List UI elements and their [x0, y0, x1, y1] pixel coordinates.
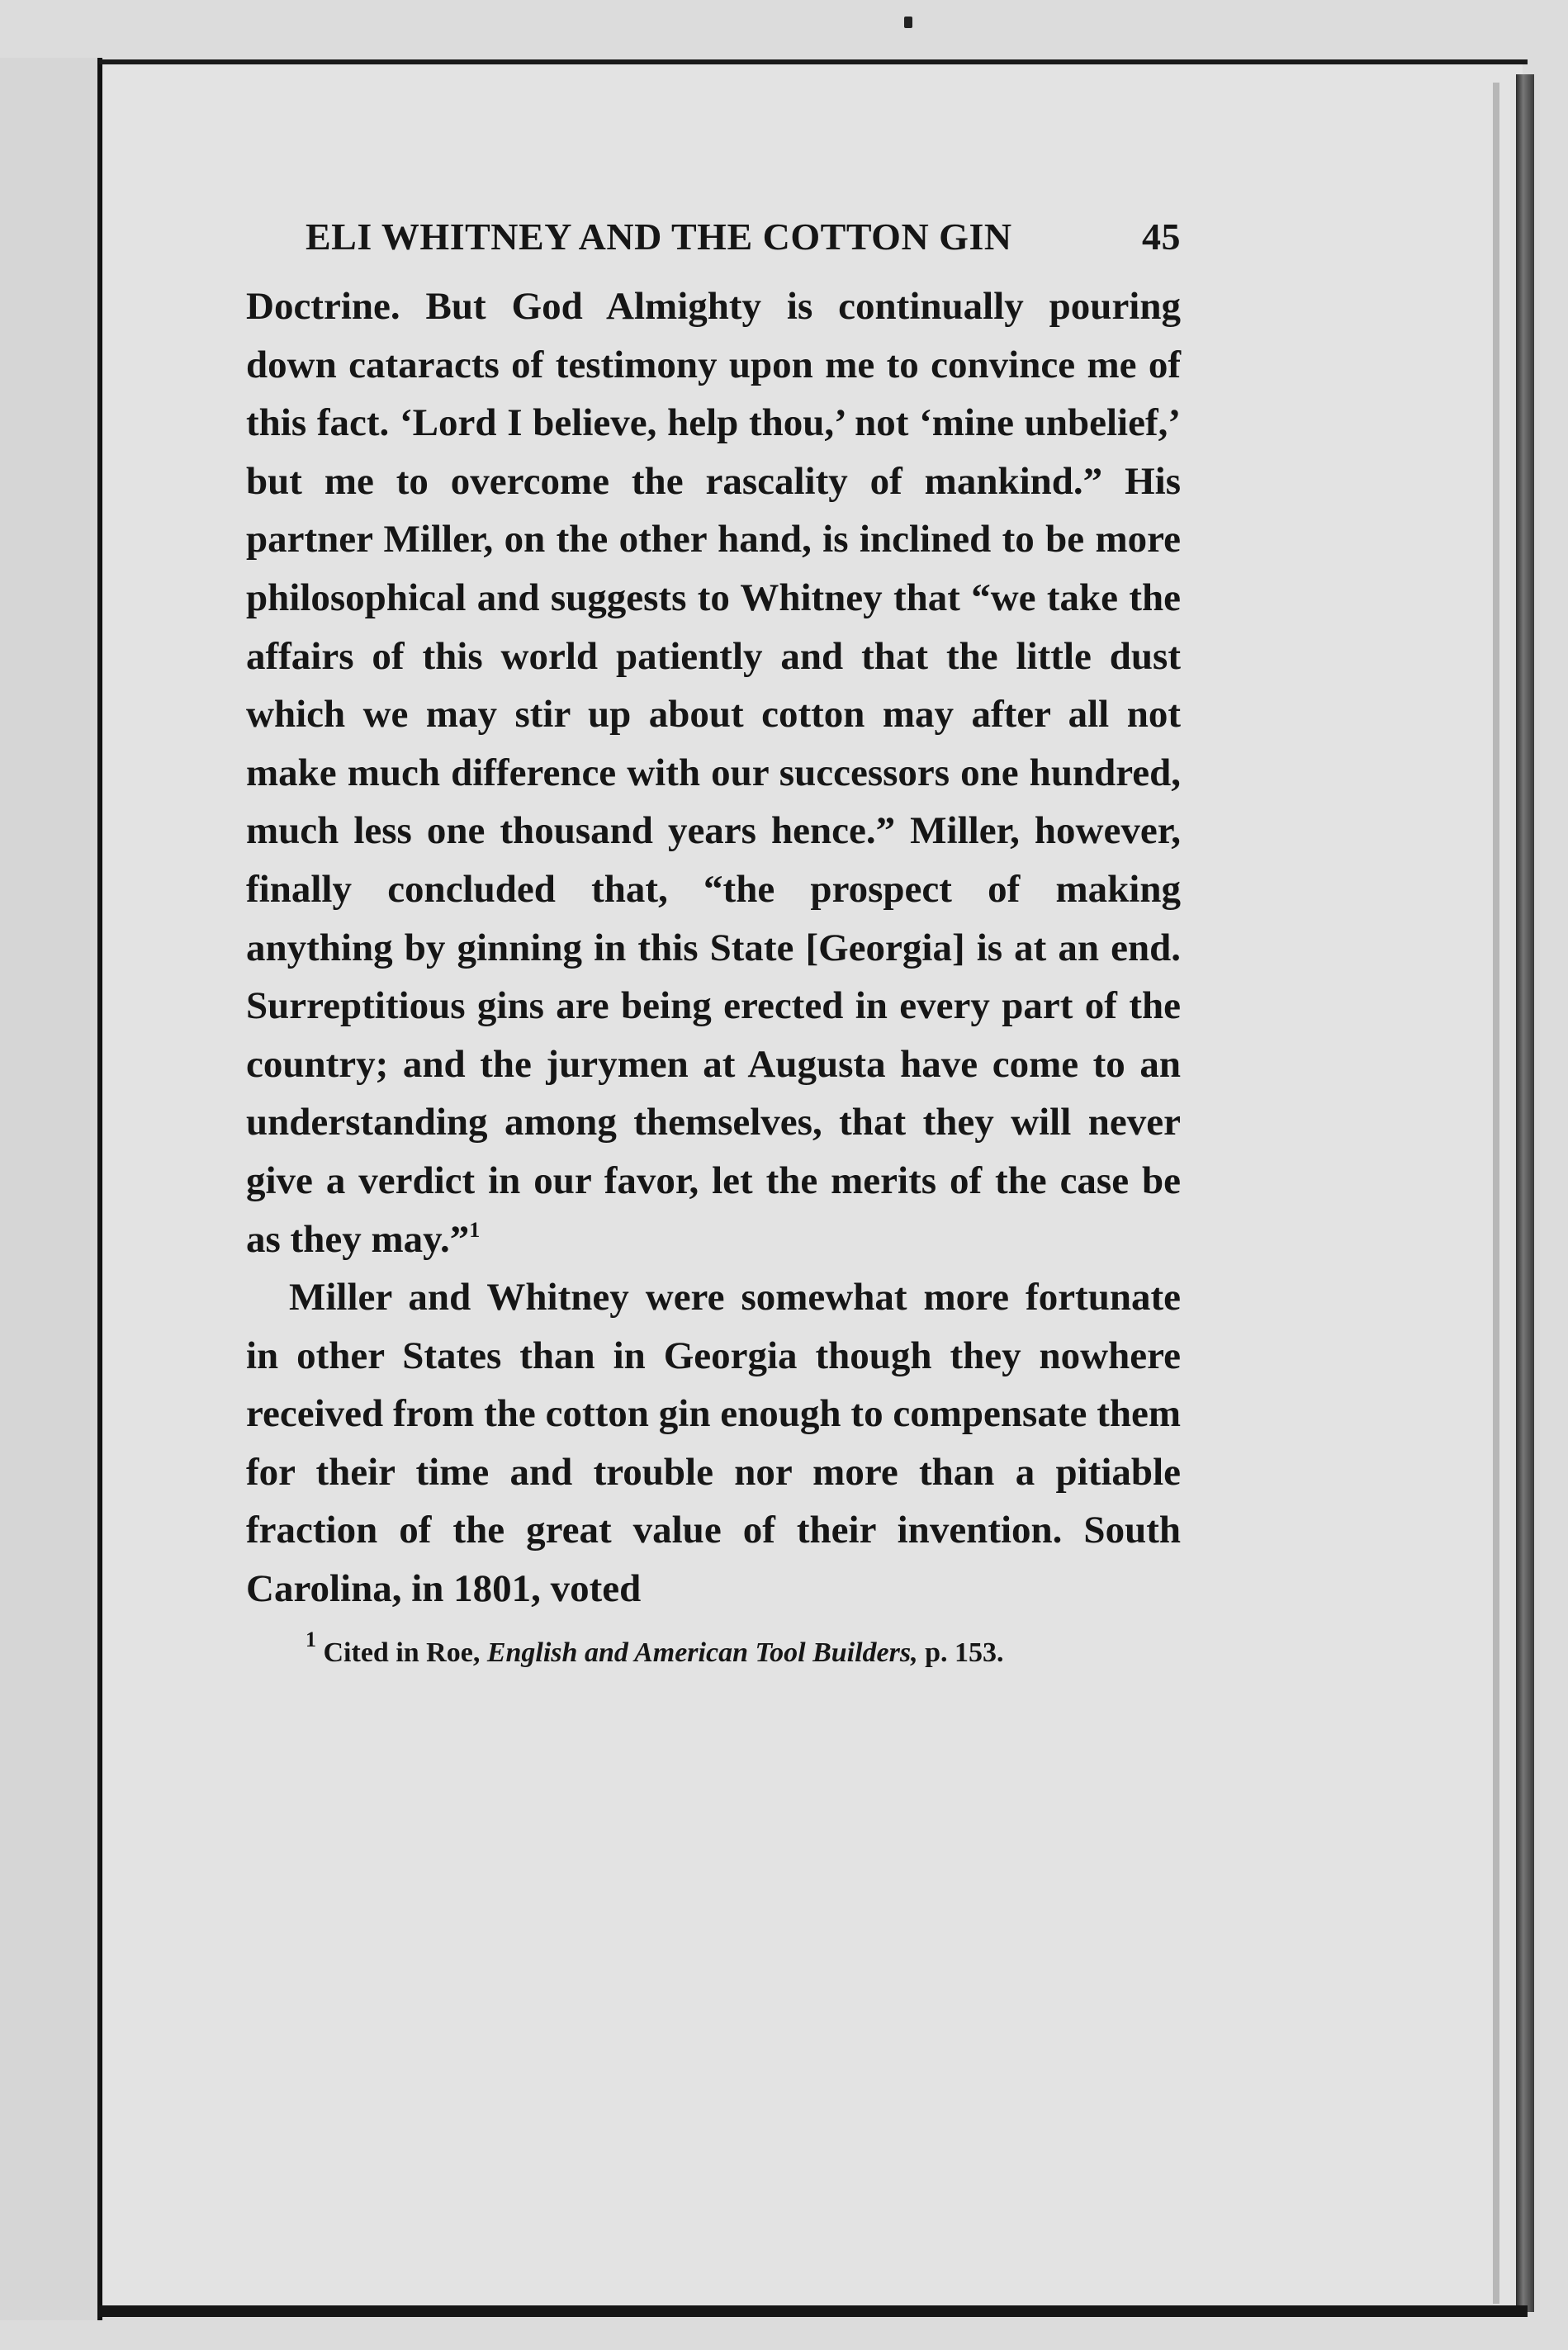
running-head-title: ELI WHITNEY AND THE COTTON GIN: [306, 216, 1012, 258]
paragraph: [246, 277, 1181, 1268]
paragraph: [246, 1268, 1181, 1618]
paragraph-text: Miller and Whitney were somewhat more fortunate in other States than in Georgia though they nowhere received from the cotton gin enough to compensate them for their time and trouble nor more than a pitiable fraction of the great value of their invention. South Carolina, in 1801, voted: [246, 1276, 1181, 1611]
facing-page-edge: [0, 58, 102, 2320]
page-bottom-border: [99, 2305, 1528, 2317]
footnote-prefix: Cited in Roe,: [323, 1637, 487, 1668]
footnote: [306, 1627, 1181, 1671]
body-text: [246, 277, 1181, 1618]
scan-mark: [904, 17, 912, 28]
running-head: [306, 215, 1181, 268]
page-content: [246, 215, 1181, 1671]
page-shadow: [1493, 83, 1499, 2304]
footnote-marker: 1: [469, 1217, 481, 1242]
page-number: 45: [1142, 216, 1181, 258]
page-right-border: [1516, 74, 1534, 2312]
footnote-suffix: p. 153.: [917, 1637, 1004, 1668]
paragraph-text: Doctrine. But God Almighty is continually pouring down cataracts of testimony upon me to convince me of this fact. ‘Lord I believe, help thou,’ not ‘mine unbelief,’ but me to overcome the rascality of mankind.” His partner Miller, on the other hand, is inclined to be more philosophical and suggests to Whitney that “we take the affairs of this world patiently and that the little dust which we may stir up about cotton may after all not make much difference with our successors one hundred, much less one thousand years hence.” Miller, however, finally concluded that, “the prospect of making anything by ginning in this State [Georgia] is at an end. Surreptitious gins are being erected in every part of the country; and the jurymen at Augusta have come to an understanding among themselves, that they will never give a verdict in our favor, let the merits of the case be as they may.”: [246, 285, 1181, 1261]
footnote-marker: 1: [306, 1627, 316, 1651]
footnote-book-title: English and American Tool Builders,: [486, 1637, 918, 1668]
